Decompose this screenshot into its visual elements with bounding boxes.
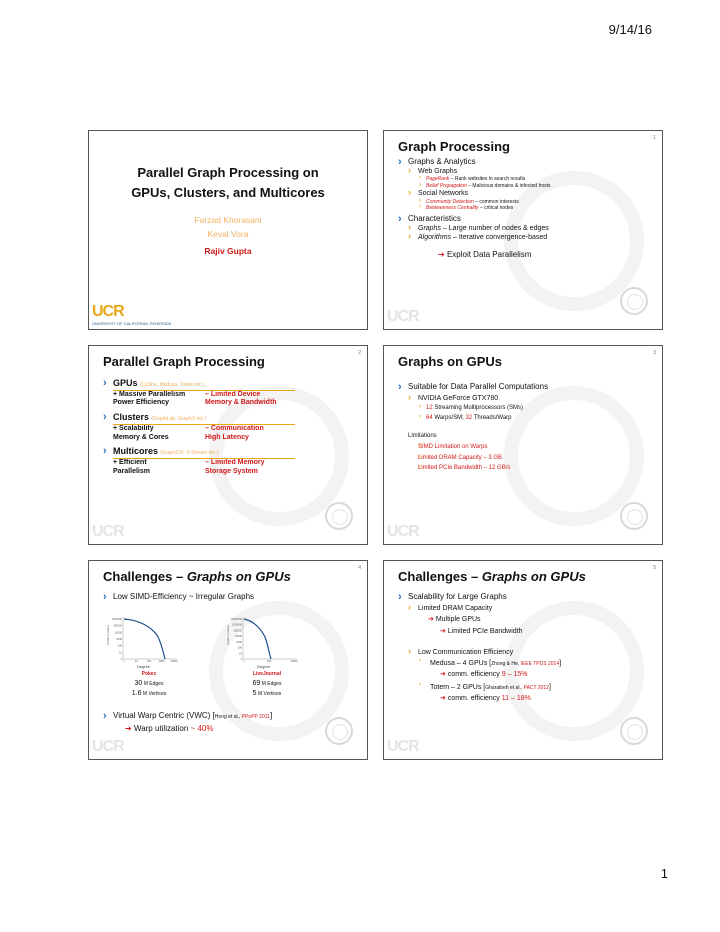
- term: Algorithms: [418, 234, 452, 242]
- ucr-watermark: UCR: [92, 523, 124, 540]
- con: – Communication: [205, 424, 264, 432]
- limitations-heading: Limitations: [408, 433, 437, 440]
- con: High Latency: [205, 433, 249, 441]
- term: Graphs: [418, 224, 441, 232]
- logo-subtext: UNIVERSITY OF CALIFORNIA, RIVERSIDE: [92, 321, 172, 326]
- pros-cons-row: [113, 434, 359, 443]
- slide-title: Graphs on GPUs: [398, 354, 503, 369]
- heading: GPUs: [113, 378, 138, 388]
- bullet: [398, 233, 654, 242]
- pros-cons-row: [113, 468, 359, 477]
- ucr-watermark: UCR: [387, 738, 419, 755]
- author-1: Farzad Khorasani: [194, 215, 262, 225]
- x-tick-label: 1: [123, 660, 125, 663]
- value: 69: [252, 679, 261, 687]
- slide-body-bottom: [103, 709, 359, 735]
- slide-body: [103, 590, 359, 602]
- arrow-icon: ➔: [125, 724, 134, 734]
- bullet: › Low Communication Efficiency: [398, 648, 654, 657]
- venue: IEEE TPDS 2014: [520, 660, 560, 667]
- slide1-title: [89, 163, 367, 203]
- arrow-icon: ➔: [440, 695, 448, 703]
- x-tick-label: 100: [146, 660, 152, 663]
- bullet: › SIMD Limitation on Warps: [398, 444, 654, 452]
- y-tick-label: 1000: [116, 638, 122, 641]
- venue: PACT 2012: [523, 684, 549, 691]
- x-tick-label: 100: [266, 660, 272, 663]
- graph-stats-livejournal: [237, 671, 297, 700]
- pros-cons-row: [113, 425, 359, 434]
- unit: M Vertices: [141, 691, 167, 697]
- desc: Warps/SM;: [432, 415, 466, 422]
- slide-body: [398, 155, 654, 261]
- term: Community Detection: [426, 198, 474, 205]
- result: [103, 724, 359, 734]
- venue: PPoPP 2011: [241, 714, 270, 720]
- bullet: [398, 205, 654, 212]
- pro: Power Efficiency: [113, 399, 170, 407]
- page-number: 1: [660, 866, 668, 881]
- x-tick-label: 10: [135, 660, 138, 663]
- pro: Parallelism: [113, 467, 150, 475]
- value: 5: [252, 690, 257, 697]
- unit: M Edges: [260, 680, 282, 687]
- conclusion-text: Exploit Data Parallelism: [446, 250, 532, 260]
- desc: – common interests: [473, 198, 519, 205]
- y-axis-label: Number of vertices: [107, 624, 110, 645]
- x-axis-label: Degree: [257, 664, 271, 669]
- examples: (GraphChi, X-Stream etc.): [160, 450, 219, 457]
- x-tick-label: 1000: [158, 660, 165, 663]
- value: 30: [134, 679, 143, 687]
- heading: Clusters: [113, 412, 150, 423]
- conclusion: [398, 250, 654, 260]
- slide-title: Parallel Graph Processing: [103, 354, 265, 369]
- vertices: [119, 689, 179, 700]
- seal-icon: [325, 502, 353, 530]
- bullet: › Scalability for Large Graphs: [398, 592, 654, 602]
- desc: – Malicious domains & infected hosts: [466, 182, 551, 189]
- desc: – Iterative convergence-based: [451, 234, 548, 242]
- seal-icon: [620, 717, 648, 745]
- title-em: Graphs on GPUs: [481, 569, 586, 584]
- arrow-item: [398, 627, 654, 636]
- ucr-logo: [92, 303, 172, 326]
- y-tick-label: 1000000: [111, 618, 122, 621]
- slide-challenges-scalability: [383, 560, 663, 760]
- text: comm. efficiency: [447, 670, 502, 678]
- slide-graphs-on-gpus: [383, 345, 663, 545]
- y-tick-label: 10000000: [230, 618, 242, 621]
- graph-name: Pokec: [141, 671, 157, 677]
- bullet: [398, 683, 654, 692]
- slide-number: 3: [653, 350, 656, 356]
- bullet: › Suitable for Data Parallel Computations: [398, 382, 654, 392]
- author-2: Keval Vora: [207, 229, 249, 240]
- ucr-watermark: UCR: [387, 523, 419, 540]
- value: 12: [426, 405, 433, 412]
- slide-title: [103, 569, 291, 584]
- term: PageRank: [426, 176, 450, 183]
- bullet: [103, 412, 359, 425]
- bullet: [398, 405, 654, 413]
- con: – Limited Device: [205, 390, 261, 398]
- bullet: › Limited PCIe Bandwidth – 12 GB/s: [398, 465, 654, 473]
- text: Totem – 2 GPUs [: [430, 683, 486, 691]
- examples: (CuSha, Medusa, Totem etc.): [139, 382, 205, 388]
- cite: Hong et al.,: [214, 714, 242, 720]
- slide-body: [398, 590, 654, 703]
- degree-distribution-chart: [107, 615, 179, 663]
- y-tick-label: 1000: [236, 640, 242, 644]
- arrow-icon: ➔: [428, 616, 436, 624]
- slide-graph-processing: [383, 130, 663, 330]
- graph-stats-pokec: [119, 671, 179, 700]
- unit: M Vertices: [256, 691, 282, 697]
- page-date: 9/14/16: [608, 22, 652, 37]
- bullet: › Limited DRAM Capacity – 3 GB: [398, 455, 654, 463]
- title-line-1: Parallel Graph Processing on: [137, 165, 319, 180]
- y-tick-label: 10: [119, 651, 122, 655]
- desc: – critical nodes: [478, 205, 514, 212]
- y-tick-label: 1: [240, 658, 242, 661]
- y-tick-label: 10: [239, 652, 242, 656]
- pros-cons-row: [113, 399, 359, 408]
- ucr-watermark: UCR: [92, 738, 124, 755]
- desc: Streaming Multiprocessors (SMs): [432, 405, 524, 412]
- slide-title: [398, 569, 586, 584]
- bullet: › NVIDIA GeForce GTX780: [398, 394, 654, 403]
- bullet: › Graphs & Analytics: [398, 157, 654, 167]
- seal-icon: [325, 717, 353, 745]
- logo-text: UCR: [92, 303, 124, 320]
- pro: Memory & Cores: [113, 433, 169, 441]
- arrow-icon: ➔: [438, 250, 447, 260]
- slide-number: 4: [358, 565, 361, 571]
- slide-parallel-graph-processing: [88, 345, 368, 545]
- cite: Gharaibeh et al.,: [485, 684, 524, 691]
- seal-icon: [620, 287, 648, 315]
- author-3: Rajiv Gupta: [204, 245, 252, 256]
- bullet: › Social Networks: [398, 189, 654, 198]
- y-axis-label: Number of vertices: [227, 624, 230, 645]
- arrow-icon: ➔: [440, 670, 448, 678]
- text: Warp utilization: [133, 724, 191, 734]
- result: [398, 670, 654, 679]
- y-tick-label: 100: [117, 644, 122, 648]
- examples: (GraphLab, GraphX etc.): [151, 416, 207, 423]
- degree-plot-pokec: [107, 615, 179, 663]
- y-tick-label: 1: [120, 658, 122, 661]
- bullet: [398, 224, 654, 233]
- term: Belief Propagation: [426, 182, 467, 189]
- value: ~ 40%: [190, 724, 214, 734]
- edges: [119, 679, 179, 690]
- vertices: [237, 689, 297, 700]
- text: Medusa – 4 GPUs [: [430, 659, 492, 667]
- slide-challenges-simd: [88, 560, 368, 760]
- con: – Limited Memory: [205, 459, 265, 467]
- title-line-2: GPUs, Clusters, and Multicores: [131, 185, 325, 201]
- slide-number: 5: [653, 565, 656, 571]
- y-tick-label: 100000: [233, 629, 242, 633]
- x-tick-label: 1: [243, 660, 245, 663]
- degree-plot-livejournal: [227, 615, 299, 663]
- bullet: › Characteristics: [398, 214, 654, 224]
- bullet: [103, 378, 359, 391]
- slide-body: [398, 380, 654, 473]
- y-tick-label: 10000: [114, 631, 122, 635]
- slide-number: 2: [358, 350, 361, 356]
- result: [398, 694, 654, 703]
- bullet: › Web Graphs: [398, 167, 654, 176]
- y-tick-label: 1000000: [231, 623, 242, 627]
- value: 11 – 18%: [501, 695, 531, 703]
- edges: [237, 679, 297, 690]
- bullet: [398, 415, 654, 423]
- y-tick-label: 100000: [113, 624, 122, 628]
- desc: – Large number of nodes & edges: [440, 224, 549, 232]
- pro: + Scalability: [113, 424, 154, 432]
- pro: + Efficient: [113, 459, 147, 467]
- slide-body: [103, 376, 359, 477]
- value: 64: [426, 415, 433, 422]
- desc: Threads/Warp: [472, 415, 512, 422]
- text: Multiple GPUs: [435, 616, 481, 624]
- unit: M Edges: [142, 680, 164, 687]
- seal-icon: [620, 502, 648, 530]
- title-plain: Challenges –: [103, 569, 187, 584]
- bullet: [103, 711, 359, 721]
- graph-name: LiveJournal: [252, 671, 282, 677]
- pros-cons-row: [113, 391, 359, 400]
- ucr-watermark: UCR: [387, 308, 419, 325]
- x-tick-label: 10000: [170, 660, 178, 663]
- y-tick-label: 100: [237, 646, 242, 650]
- text: Limited PCIe Bandwidth: [447, 627, 523, 635]
- bullet: [103, 446, 359, 459]
- author-list: [89, 213, 367, 258]
- pro: + Massive Parallelism: [113, 390, 186, 398]
- heading: Multicores: [113, 446, 159, 457]
- term: Betweenness Centrality: [426, 205, 479, 212]
- value: 9 – 15%: [501, 670, 528, 678]
- arrow-item: [398, 615, 654, 624]
- bracket: ]: [559, 659, 562, 667]
- bracket: ]: [549, 683, 551, 691]
- bracket: ]: [269, 711, 273, 720]
- y-tick-label: 10000: [234, 635, 242, 639]
- x-tick-label: 10000: [290, 660, 298, 663]
- text: Virtual Warp Centric (VWC) [: [113, 711, 215, 720]
- bullet: › Limited DRAM Capacity: [398, 604, 654, 613]
- con: Memory & Bandwidth: [205, 399, 277, 407]
- title-em: Graphs on GPUs: [186, 569, 291, 584]
- value: 32: [465, 415, 473, 422]
- slide-title: [88, 130, 368, 330]
- degree-distribution-chart: [227, 615, 299, 663]
- bullet: [398, 659, 654, 668]
- pros-cons-row: [113, 459, 359, 468]
- bullet: › Low SIMD-Efficiency ~ Irregular Graphs: [103, 592, 359, 602]
- cite: Zhong & He,: [491, 660, 521, 667]
- slide-title: Graph Processing: [398, 139, 510, 154]
- title-plain: Challenges –: [398, 569, 482, 584]
- con: Storage System: [205, 467, 258, 475]
- value: 1.6: [131, 690, 142, 697]
- desc: – Rank websites in search results: [449, 176, 526, 183]
- arrow-icon: ➔: [440, 627, 448, 635]
- text: comm. efficiency: [447, 695, 502, 703]
- x-axis-label: Degree: [137, 664, 151, 669]
- slide-number: 1: [653, 135, 656, 141]
